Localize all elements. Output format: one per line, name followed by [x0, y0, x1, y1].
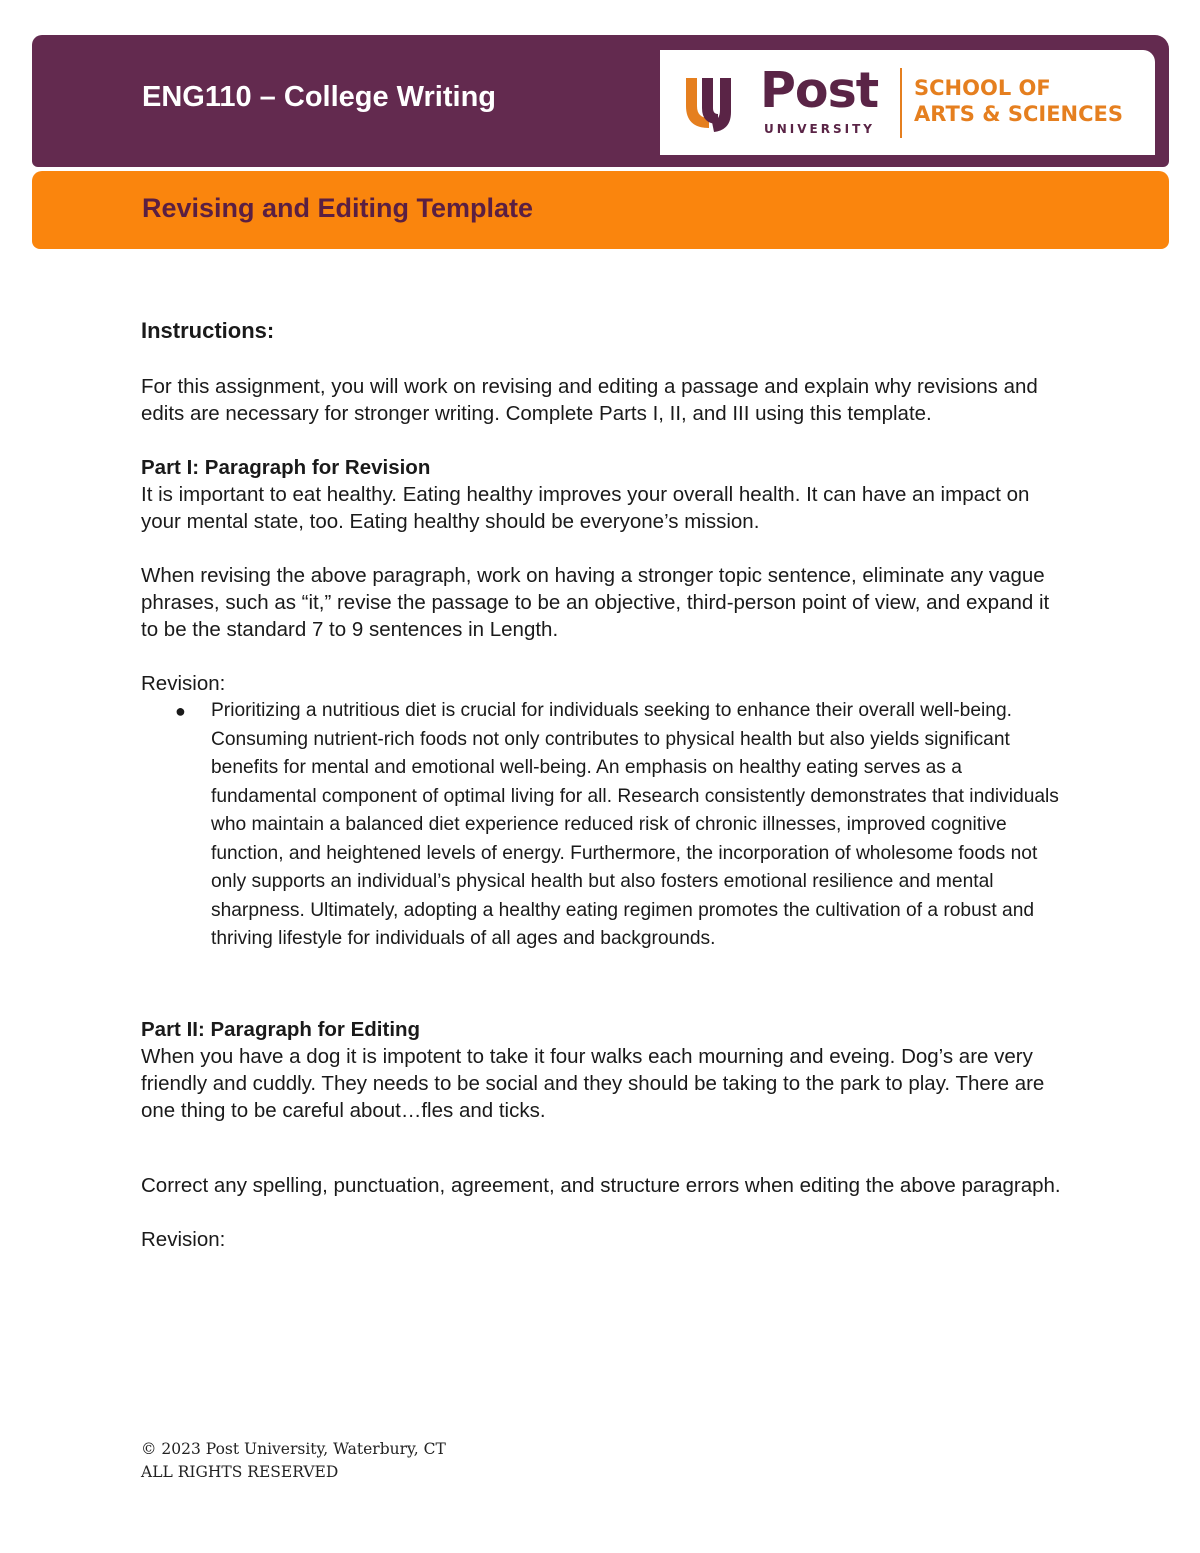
list-item — [175, 697, 1066, 954]
part2-heading: Part II: Paragraph for Editing — [141, 1017, 421, 1041]
title-banner — [32, 171, 1169, 249]
logo-wordmark: Post — [760, 62, 879, 119]
header-banner — [32, 35, 1169, 167]
part2-paragraph: When you have a dog it is impotent to take it four walks each mourning and eveing. Dog’s are very friendly and cuddly. They needs to be social and they should be taking to the park to play. There are one thing to be careful about…fles and ticks. — [141, 1044, 1045, 1122]
school-line-2: ARTS & SCIENCES — [914, 102, 1124, 126]
document-body — [141, 316, 1066, 1253]
part2-revision-label: Revision: — [141, 1227, 226, 1251]
post-logo-icon — [680, 72, 742, 134]
school-line-1: SCHOOL OF — [914, 76, 1051, 100]
post-university-logo — [660, 50, 1155, 155]
part1-direction: When revising the above paragraph, work on having a stronger topic sentence, eliminate any vague phrases, such as “it,” revise the passage to be an objective, third-person point of view, and expand it to be the standard 7 to 9 sentences in Length. — [141, 564, 1050, 641]
copyright-text: © 2023 Post University, Waterbury, CT — [141, 1440, 446, 1458]
school-name — [914, 75, 1123, 127]
instructions-heading: Instructions: — [141, 318, 275, 343]
part1-paragraph: It is important to eat healthy. Eating healthy improves your overall health. It can have an impact on your mental state, too. Eating healthy should be everyone’s mission. — [141, 483, 1030, 533]
rights-text: ALL RIGHTS RESERVED — [141, 1463, 339, 1481]
part1-revision-label: Revision: — [141, 672, 226, 695]
template-title: Revising and Editing Template — [142, 193, 534, 223]
instructions-text: For this assignment, you will work on revising and editing a passage and explain why revisions and edits are necessary for stronger writing. Complete Parts I, II, and III using this template. — [141, 375, 1038, 425]
logo-subtitle: UNIVERSITY — [764, 122, 875, 136]
course-title: ENG110 – College Writing — [142, 81, 497, 113]
part1-revision-text: Prioritizing a nutritious diet is crucial for individuals seeking to enhance their overall well-being. Consuming nutrient-rich foods not only contributes to physical health but also yields significant benefits for mental and emotional well-being. An emphasis on healthy eating serves as a fundamental component of optimal living for all. Research consistently demonstrates that individuals who maintain a balanced diet experience reduced risk of chronic illnesses, improved cognitive function, and heightened levels of energy. Furthermore, the incorporation of wholesome foods not only supports an individual’s physical health but also fosters emotional resilience and mental sharpness. Ultimately, adopting a healthy eating regimen promotes the cultivation of a robust and thriving lifestyle for individuals of all ages and backgrounds. — [211, 700, 1059, 949]
footer — [141, 1438, 446, 1484]
part1-revision-list — [141, 697, 1066, 954]
part2-direction: Correct any spelling, punctuation, agreement, and structure errors when editing the above paragraph. — [141, 1173, 1061, 1197]
part1-heading: Part I: Paragraph for Revision — [141, 456, 431, 479]
logo-divider — [900, 68, 902, 138]
bullet-icon: ● — [175, 701, 186, 721]
